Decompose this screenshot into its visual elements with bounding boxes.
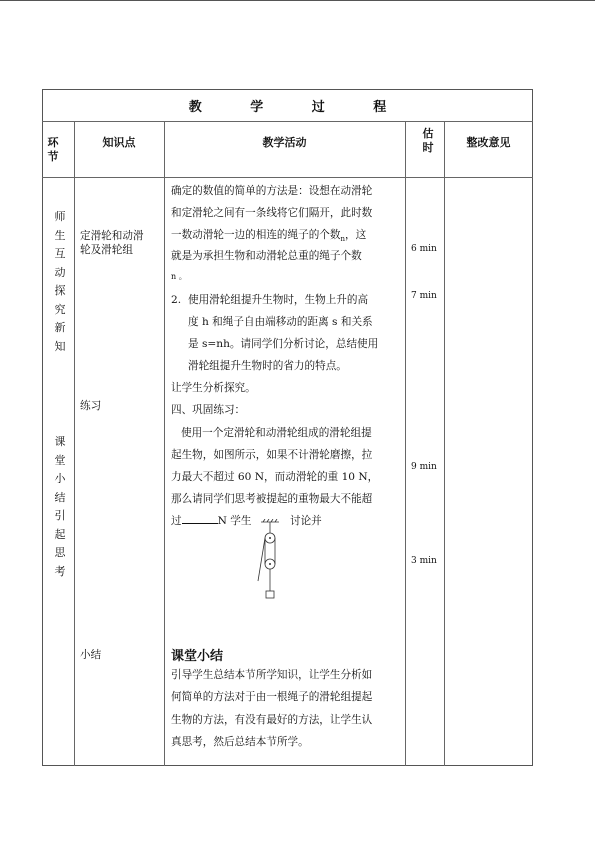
header-activity: 教学活动 <box>262 136 307 149</box>
header-stage: 环节 <box>47 136 59 163</box>
header-knowledge: 知识点 <box>102 136 136 149</box>
knowledge-point-pulleys-2: 轮及滑轮组 <box>80 244 133 256</box>
activity-line: 使用滑轮组提升生物时，生物上升的高 <box>188 294 369 306</box>
hatch <box>267 519 269 522</box>
time-estimate: 3 min <box>411 556 437 566</box>
activity-line: 四、巩固练习： <box>171 404 246 416</box>
activity-line: 起生物，如图所示，如果不计滑轮磨擦，拉 <box>171 449 373 461</box>
answer-blank <box>182 513 218 524</box>
hatch <box>275 519 277 522</box>
knowledge-point-exercise: 练习 <box>80 400 102 412</box>
load-block <box>266 591 274 598</box>
header-time: 估时 <box>422 127 434 154</box>
activity-line: 确定的数值的简单的方法是：设想在动滑轮 <box>171 185 373 197</box>
summary-line: 生物的方法，有没有最好的方法，让学生认 <box>171 714 373 726</box>
time-estimate: 7 min <box>411 291 437 301</box>
col-divider-2 <box>164 121 165 766</box>
header-row-divider <box>42 177 533 178</box>
activity-line: 度 h 和绳子自由端移动的距离 s 和关系 <box>188 316 373 328</box>
activity-text: N 学生 <box>217 515 252 527</box>
summary-line: 真思考，然后总结本节所学。 <box>171 736 309 748</box>
activity-line: 和定滑轮之间有一条线将它们隔开，此时数 <box>171 207 373 219</box>
pulley-diagram <box>255 519 285 601</box>
col-divider-3 <box>405 121 406 766</box>
col-divider-1 <box>74 121 75 766</box>
hatch <box>271 519 273 522</box>
col-divider-4 <box>444 121 445 766</box>
stage-label-explore: 师生互动探究新知 <box>54 210 66 353</box>
activity-item-number: 2. <box>171 294 182 306</box>
activity-line: 让学生分析探究。 <box>171 382 256 394</box>
header-revision: 整改意见 <box>466 136 511 149</box>
subscript-n: n <box>340 235 346 244</box>
activity-line: 是 s=nh。请同学们分析讨论，总结使用 <box>188 338 379 350</box>
summary-heading: 课堂小结 <box>171 649 224 664</box>
activity-line: 力最大不超过 60 N，而动滑轮的重 10 N， <box>171 471 379 483</box>
summary-line: 引导学生总结本节所学知识，让学生分析如 <box>171 669 373 681</box>
activity-line: 滑轮组提升生物时的省力的特点。 <box>188 360 347 372</box>
activity-line: 那么请同学们思考被提起的重物最大不能超 <box>171 493 373 505</box>
activity-line: 讨论并 <box>290 515 322 527</box>
activity-line-n: n 。 <box>171 272 187 281</box>
activity-text: 过 <box>171 515 182 527</box>
stage-label-summary: 课堂小结引起思考 <box>54 435 66 578</box>
knowledge-point-pulleys-1: 定滑轮和动滑 <box>80 230 144 242</box>
pulley-axle <box>269 537 271 539</box>
activity-line <box>171 511 251 533</box>
activity-line: 就是为承担生物和动滑轮总重的绳子个数 <box>171 250 362 262</box>
page-top-rule <box>0 0 595 1</box>
table-title: 教 学 过 程 <box>188 100 409 115</box>
knowledge-point-summary: 小结 <box>80 649 102 661</box>
pulley-axle <box>269 563 271 565</box>
rope-free-end <box>258 538 265 581</box>
activity-line: 使用一个定滑轮和动滑轮组成的滑轮组提 <box>181 427 372 439</box>
activity-text: ，这 <box>345 229 367 241</box>
time-estimate: 6 min <box>411 244 437 254</box>
activity-text: 一数动滑轮一边的相连的绳子的个数 <box>171 229 341 241</box>
time-estimate: 9 min <box>411 462 437 472</box>
summary-line: 何简单的方法对于由一根绳子的滑轮组提起 <box>171 691 373 703</box>
hatch <box>263 519 265 522</box>
title-row-divider <box>42 121 533 122</box>
